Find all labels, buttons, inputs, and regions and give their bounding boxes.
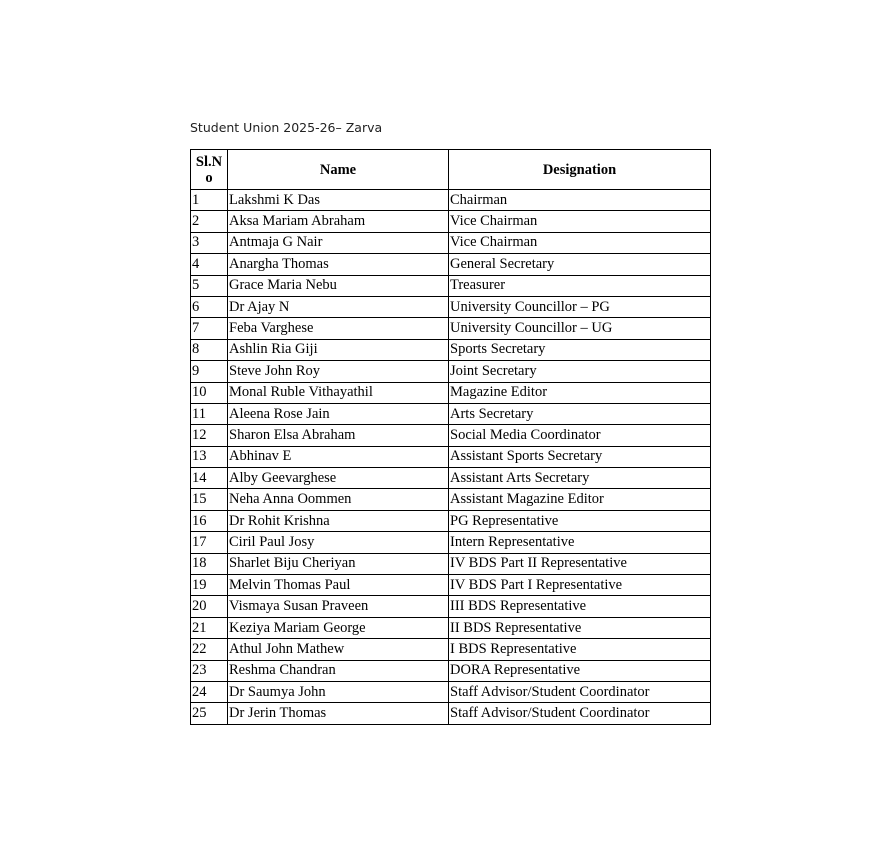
cell-name: Dr Jerin Thomas — [228, 703, 449, 724]
cell-name: Dr Ajay N — [228, 296, 449, 317]
cell-designation: IV BDS Part II Representative — [449, 553, 711, 574]
cell-name: Abhinav E — [228, 446, 449, 467]
cell-slno: 4 — [191, 254, 228, 275]
cell-slno: 18 — [191, 553, 228, 574]
table-row — [191, 382, 711, 403]
cell-name: Keziya Mariam George — [228, 617, 449, 638]
cell-slno: 11 — [191, 403, 228, 424]
cell-name: Grace Maria Nebu — [228, 275, 449, 296]
cell-designation: Assistant Magazine Editor — [449, 489, 711, 510]
cell-slno: 1 — [191, 190, 228, 211]
table-row — [191, 361, 711, 382]
cell-slno: 21 — [191, 617, 228, 638]
cell-designation: Social Media Coordinator — [449, 425, 711, 446]
cell-designation: Intern Representative — [449, 532, 711, 553]
cell-designation: Arts Secretary — [449, 403, 711, 424]
cell-name: Athul John Mathew — [228, 639, 449, 660]
table-row — [191, 489, 711, 510]
cell-slno: 7 — [191, 318, 228, 339]
table-row — [191, 296, 711, 317]
table-row — [191, 596, 711, 617]
cell-name: Melvin Thomas Paul — [228, 575, 449, 596]
table-row — [191, 232, 711, 253]
cell-slno: 8 — [191, 339, 228, 360]
table-row — [191, 403, 711, 424]
cell-name: Sharon Elsa Abraham — [228, 425, 449, 446]
cell-slno: 9 — [191, 361, 228, 382]
student-union-table — [190, 149, 711, 725]
cell-designation: University Councillor – PG — [449, 296, 711, 317]
cell-designation: Sports Secretary — [449, 339, 711, 360]
table-row — [191, 553, 711, 574]
cell-name: Anargha Thomas — [228, 254, 449, 275]
cell-slno: 17 — [191, 532, 228, 553]
header-slno: Sl.No — [191, 150, 228, 190]
cell-slno: 15 — [191, 489, 228, 510]
cell-name: Steve John Roy — [228, 361, 449, 382]
table-row — [191, 575, 711, 596]
table-row — [191, 532, 711, 553]
cell-name: Antmaja G Nair — [228, 232, 449, 253]
cell-designation: II BDS Representative — [449, 617, 711, 638]
cell-designation: Vice Chairman — [449, 211, 711, 232]
table-row — [191, 275, 711, 296]
cell-slno: 25 — [191, 703, 228, 724]
cell-designation: Staff Advisor/Student Coordinator — [449, 703, 711, 724]
table-row — [191, 425, 711, 446]
cell-designation: Joint Secretary — [449, 361, 711, 382]
table-row — [191, 339, 711, 360]
table-header-row — [191, 150, 711, 190]
table-row — [191, 446, 711, 467]
cell-designation: Treasurer — [449, 275, 711, 296]
cell-name: Dr Rohit Krishna — [228, 510, 449, 531]
cell-designation: Staff Advisor/Student Coordinator — [449, 681, 711, 702]
cell-slno: 5 — [191, 275, 228, 296]
cell-slno: 3 — [191, 232, 228, 253]
header-designation: Designation — [449, 150, 711, 190]
cell-name: Neha Anna Oommen — [228, 489, 449, 510]
cell-designation: Magazine Editor — [449, 382, 711, 403]
cell-designation: III BDS Representative — [449, 596, 711, 617]
cell-designation: DORA Representative — [449, 660, 711, 681]
cell-slno: 10 — [191, 382, 228, 403]
cell-designation: Chairman — [449, 190, 711, 211]
cell-slno: 22 — [191, 639, 228, 660]
table-row — [191, 703, 711, 724]
cell-slno: 20 — [191, 596, 228, 617]
cell-designation: IV BDS Part I Representative — [449, 575, 711, 596]
cell-name: Vismaya Susan Praveen — [228, 596, 449, 617]
cell-name: Alby Geevarghese — [228, 468, 449, 489]
cell-designation: General Secretary — [449, 254, 711, 275]
table-row — [191, 681, 711, 702]
cell-designation: Assistant Arts Secretary — [449, 468, 711, 489]
cell-name: Sharlet Biju Cheriyan — [228, 553, 449, 574]
cell-name: Ashlin Ria Giji — [228, 339, 449, 360]
table-row — [191, 660, 711, 681]
cell-slno: 23 — [191, 660, 228, 681]
cell-slno: 19 — [191, 575, 228, 596]
cell-designation: Assistant Sports Secretary — [449, 446, 711, 467]
cell-name: Lakshmi K Das — [228, 190, 449, 211]
cell-slno: 13 — [191, 446, 228, 467]
cell-designation: University Councillor – UG — [449, 318, 711, 339]
cell-name: Reshma Chandran — [228, 660, 449, 681]
table-row — [191, 254, 711, 275]
cell-slno: 14 — [191, 468, 228, 489]
cell-name: Aleena Rose Jain — [228, 403, 449, 424]
cell-designation: PG Representative — [449, 510, 711, 531]
header-name: Name — [228, 150, 449, 190]
document-title: Student Union 2025-26– Zarva — [190, 120, 383, 135]
table-row — [191, 639, 711, 660]
cell-designation: I BDS Representative — [449, 639, 711, 660]
table-row — [191, 318, 711, 339]
cell-designation: Vice Chairman — [449, 232, 711, 253]
cell-name: Dr Saumya John — [228, 681, 449, 702]
cell-slno: 12 — [191, 425, 228, 446]
table-row — [191, 190, 711, 211]
cell-slno: 6 — [191, 296, 228, 317]
cell-slno: 24 — [191, 681, 228, 702]
cell-name: Ciril Paul Josy — [228, 532, 449, 553]
cell-name: Aksa Mariam Abraham — [228, 211, 449, 232]
table-row — [191, 468, 711, 489]
cell-slno: 2 — [191, 211, 228, 232]
table-row — [191, 211, 711, 232]
cell-name: Feba Varghese — [228, 318, 449, 339]
table-row — [191, 510, 711, 531]
table-row — [191, 617, 711, 638]
cell-slno: 16 — [191, 510, 228, 531]
cell-name: Monal Ruble Vithayathil — [228, 382, 449, 403]
